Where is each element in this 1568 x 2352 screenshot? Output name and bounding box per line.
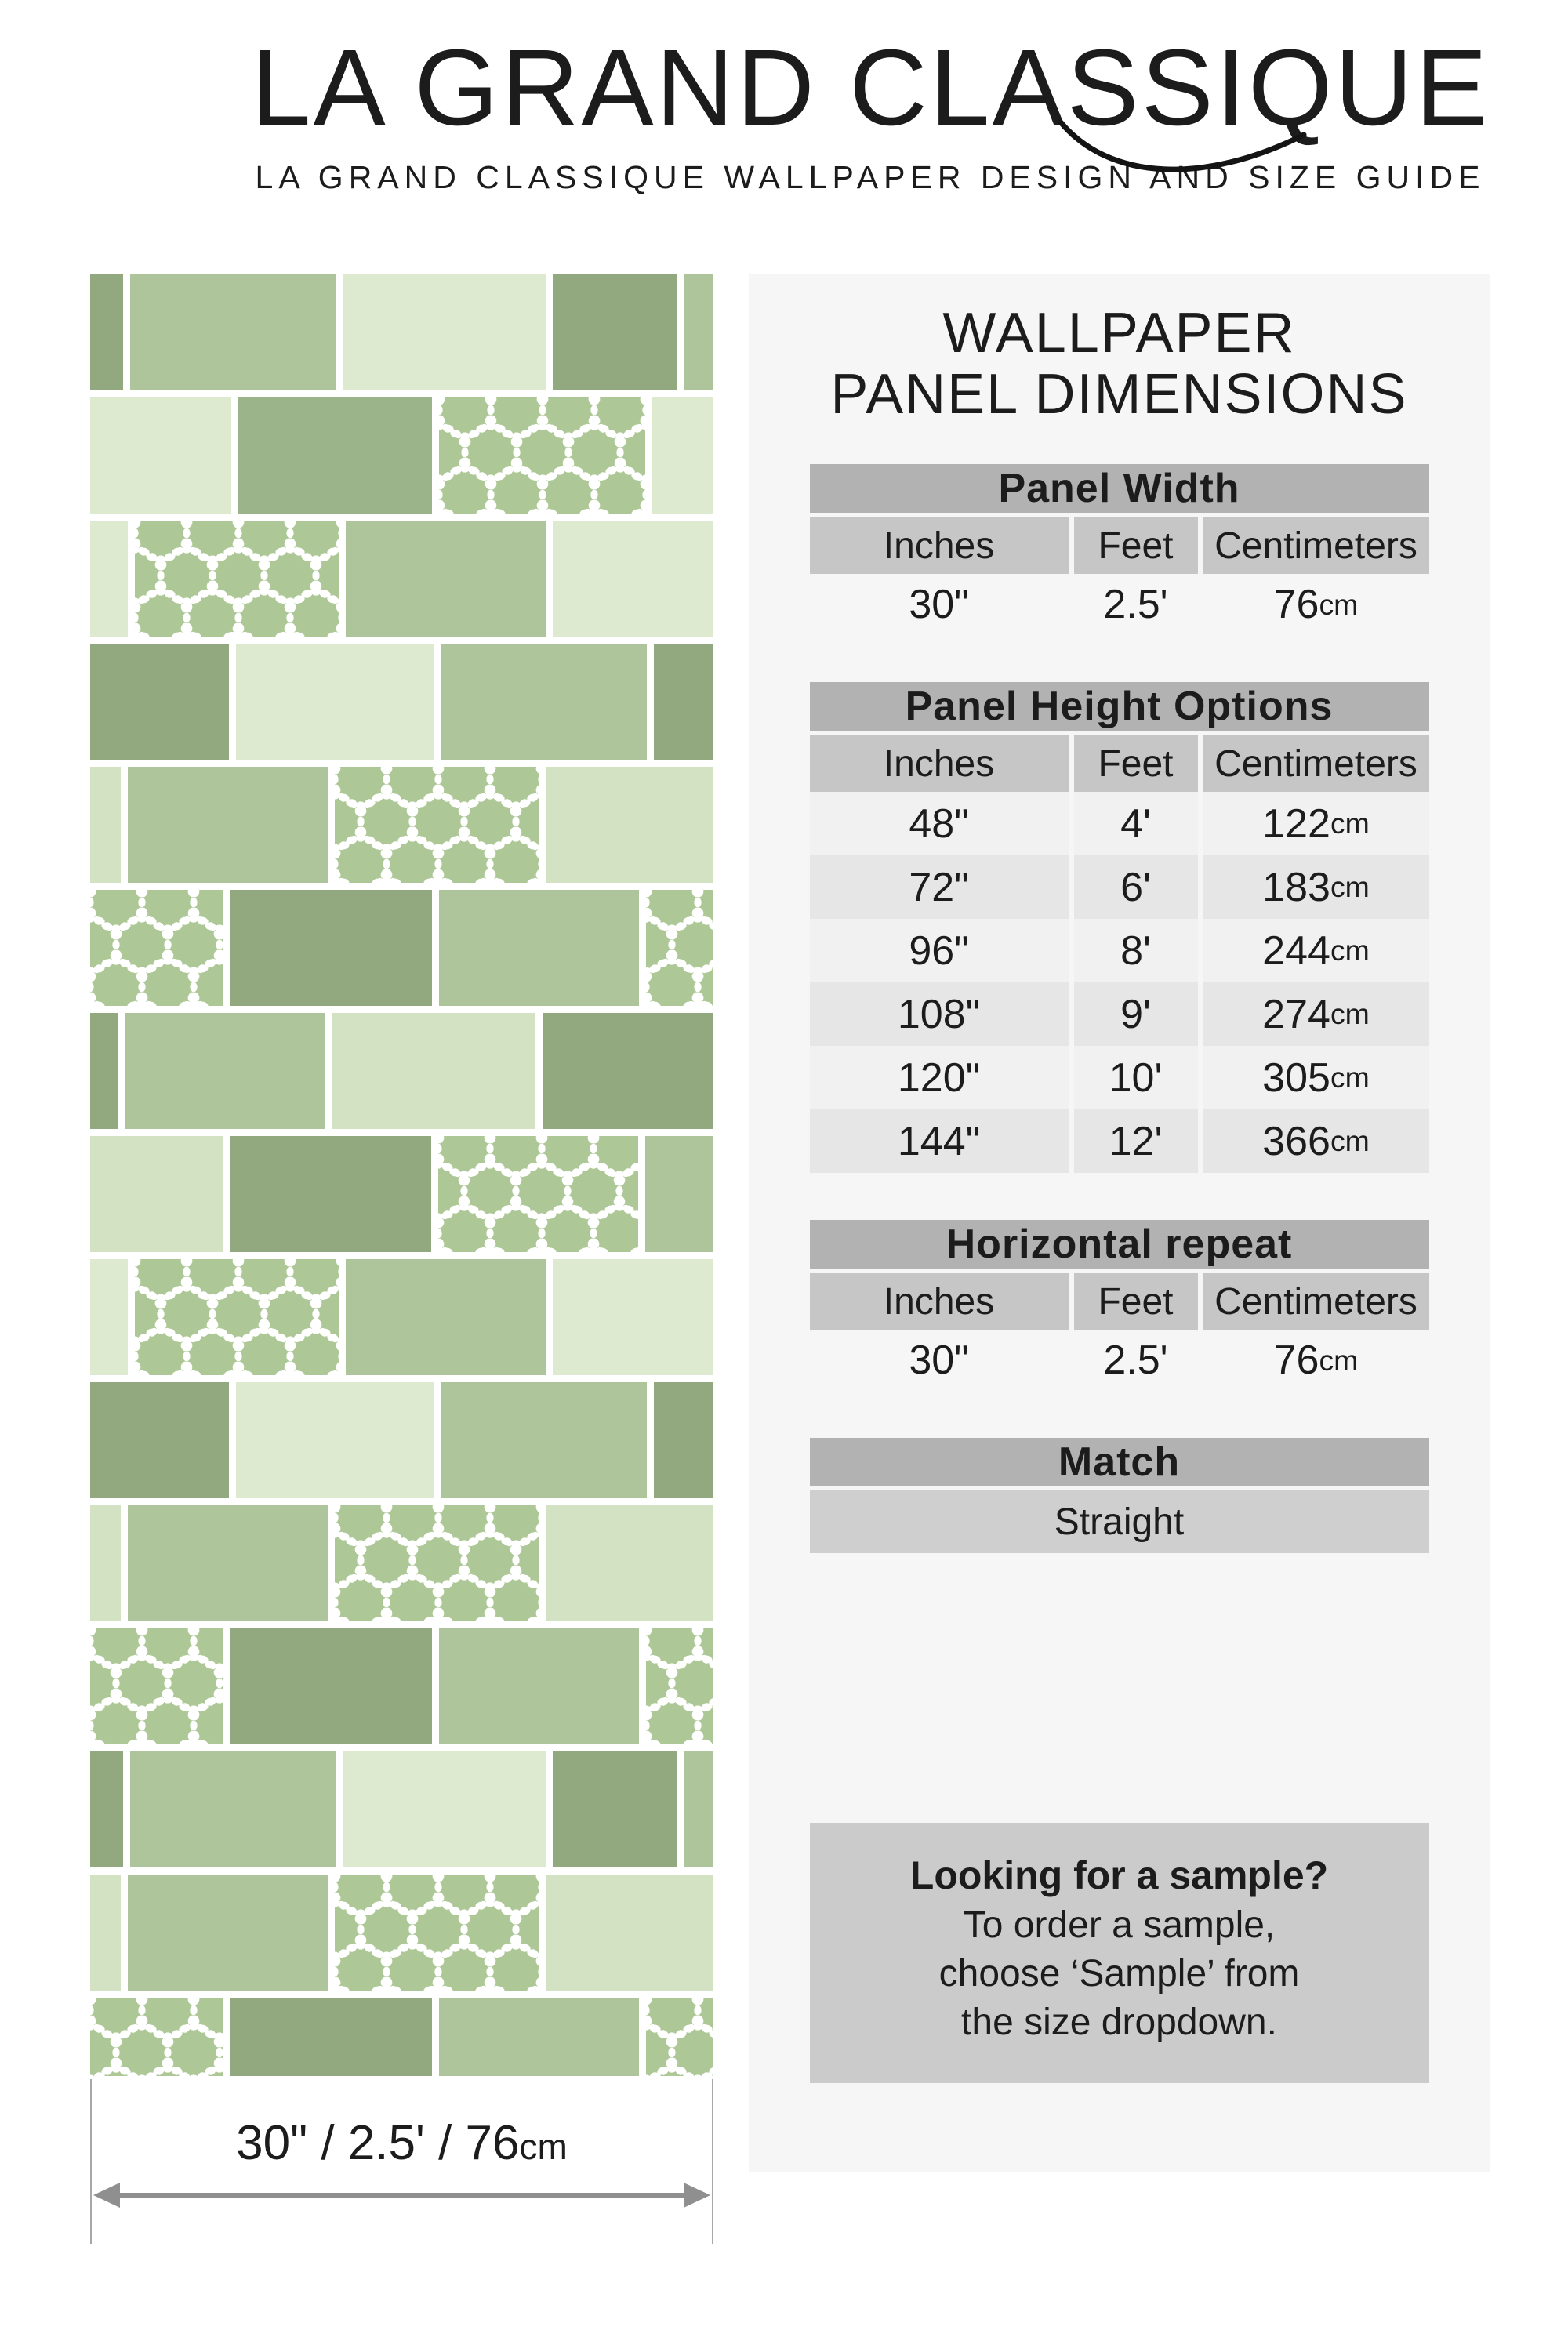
- table-cell: 6': [1074, 855, 1198, 919]
- wallpaper-tile: [546, 1505, 713, 1621]
- wallpaper-tile: [553, 521, 713, 637]
- match-value: Straight: [1054, 1501, 1185, 1543]
- table-row: [810, 574, 1429, 635]
- column-header-cell: Inches: [810, 735, 1069, 792]
- wallpaper-tile: [90, 1013, 118, 1129]
- wallpaper-row: [90, 1013, 713, 1129]
- table-cell: 12': [1074, 1109, 1198, 1173]
- panel-width-label-unit: cm: [519, 2126, 568, 2167]
- wallpaper-tile: [90, 1259, 128, 1375]
- table-column-headers: [810, 735, 1429, 792]
- wallpaper-tile-dotted: [135, 1259, 339, 1375]
- table-cell: 30": [909, 582, 969, 627]
- sample-box-line: To order a sample,: [963, 1904, 1276, 1946]
- table-panel-width: [810, 464, 1429, 635]
- wallpaper-tile: [90, 521, 128, 637]
- panel-width-label: [90, 2115, 713, 2171]
- dimensions-panel: [749, 274, 1490, 2172]
- wallpaper-tile-dotted: [646, 1998, 713, 2076]
- wallpaper-tile: [90, 1751, 123, 1867]
- table-cell: 76 cm: [1273, 582, 1359, 627]
- wallpaper-row: [90, 890, 713, 1006]
- wallpaper-tile: [684, 274, 713, 390]
- table-horizontal-repeat: [810, 1220, 1429, 1391]
- column-header-cell: Centimeters: [1203, 735, 1429, 792]
- wallpaper-tile: [645, 1136, 713, 1252]
- match-section-title: Match: [1058, 1439, 1181, 1485]
- table-cell: 144": [810, 1109, 1069, 1173]
- wallpaper-tile: [90, 274, 123, 390]
- brand-title: LA GRAND CLASSIQUE: [250, 27, 1490, 148]
- wallpaper-row: [90, 767, 713, 883]
- table-cell: 2.5': [1103, 1338, 1168, 1383]
- wallpaper-row: [90, 1998, 713, 2076]
- wallpaper-tile: [128, 1505, 328, 1621]
- wallpaper-tile: [128, 767, 328, 883]
- column-header-cell: Feet: [1074, 735, 1198, 792]
- wallpaper-tile: [230, 1628, 432, 1744]
- match-section-header: [810, 1438, 1429, 1486]
- column-header-cell: Inches: [810, 517, 1069, 574]
- wallpaper-tile: [546, 767, 713, 883]
- wallpaper-preview-panel: [90, 274, 713, 2242]
- wallpaper-tile: [90, 1136, 223, 1252]
- panel-width-label-text: 30" / 2.5' / 76: [236, 2116, 520, 2170]
- table-cell: 4': [1074, 792, 1198, 855]
- wallpaper-tile: [230, 890, 432, 1006]
- sample-box-title: Looking for a sample?: [909, 1853, 1329, 1897]
- wallpaper-tile-dotted: [438, 1136, 638, 1252]
- table-column-headers: [810, 1273, 1429, 1330]
- wallpaper-tile: [343, 1751, 546, 1867]
- table-section-header: Horizontal repeat: [810, 1220, 1429, 1269]
- wallpaper-tile: [125, 1013, 325, 1129]
- table-cell: 76 cm: [1273, 1338, 1359, 1383]
- wallpaper-tile: [441, 644, 647, 760]
- wallpaper-tile: [90, 397, 231, 514]
- table-row: [810, 1330, 1429, 1391]
- wallpaper-tile: [130, 1751, 336, 1867]
- table-section-header: Panel Width: [810, 464, 1429, 513]
- table-row: [810, 919, 1429, 982]
- wallpaper-tile: [439, 890, 639, 1006]
- table-cell: 366 cm: [1203, 1109, 1429, 1173]
- table-cell: 30": [909, 1338, 969, 1383]
- wallpaper-tile-dotted: [90, 1628, 223, 1744]
- table-cell: 48": [810, 792, 1069, 855]
- wallpaper-row: [90, 1382, 713, 1498]
- width-arrow-icon: [92, 2178, 712, 2212]
- table-cell: 122 cm: [1203, 792, 1429, 855]
- table-cell: 10': [1074, 1046, 1198, 1109]
- wallpaper-row: [90, 1628, 713, 1744]
- column-header-cell: Centimeters: [1203, 517, 1429, 574]
- wallpaper-tile: [553, 1259, 713, 1375]
- wallpaper-tile: [441, 1382, 647, 1498]
- panel-heading-line2: PANEL DIMENSIONS: [830, 363, 1408, 426]
- panel-heading: [810, 274, 1429, 425]
- table-section-header: Panel Height Options: [810, 682, 1429, 731]
- sample-box-line: choose ‘Sample’ from: [938, 1953, 1300, 1994]
- wallpaper-tile: [90, 644, 229, 760]
- column-header-cell: Inches: [810, 1273, 1069, 1330]
- wallpaper-row: [90, 521, 713, 637]
- wallpaper-tile: [332, 1013, 535, 1129]
- wallpaper-tile-dotted: [135, 521, 339, 637]
- wallpaper-row: [90, 1875, 713, 1991]
- table-row: [810, 792, 1429, 855]
- wallpaper-row: [90, 1751, 713, 1867]
- wallpaper-row: [90, 644, 713, 760]
- table-cell: 183 cm: [1203, 855, 1429, 919]
- wallpaper-tile: [546, 1875, 713, 1991]
- sample-box-line: the size dropdown.: [961, 2002, 1277, 2043]
- wallpaper-tile: [128, 1875, 328, 1991]
- match-value-row: [810, 1490, 1429, 1553]
- wallpaper-tile-dotted: [646, 1628, 713, 1744]
- header: [172, 27, 1568, 196]
- table-cell: 72": [810, 855, 1069, 919]
- dimension-tables: [810, 464, 1429, 1391]
- sample-info-box: [810, 1823, 1429, 2083]
- wallpaper-tile: [90, 1505, 121, 1621]
- wallpaper-tile: [553, 274, 677, 390]
- wallpaper-tile: [230, 1998, 432, 2076]
- title-swash-flourish: [1054, 116, 1313, 191]
- wallpaper-tile: [90, 767, 121, 883]
- wallpaper-tile: [230, 1136, 431, 1252]
- table-row: [810, 1109, 1429, 1173]
- wallpaper-tile: [652, 397, 713, 514]
- wallpaper-tile: [130, 274, 336, 390]
- wallpaper-row: [90, 1259, 713, 1375]
- table-cell: 96": [810, 919, 1069, 982]
- table-cell: 8': [1074, 919, 1198, 982]
- wallpaper-tile-dotted: [335, 1875, 539, 1991]
- wallpaper-tile: [543, 1013, 713, 1129]
- table-cell: 244 cm: [1203, 919, 1429, 982]
- wallpaper-tile: [238, 397, 432, 514]
- wallpaper-row: [90, 1505, 713, 1621]
- wallpaper-tile: [90, 1875, 121, 1991]
- wallpaper-pattern: [90, 274, 713, 2078]
- wallpaper-tile-dotted: [90, 890, 223, 1006]
- wallpaper-tile-dotted: [90, 1998, 223, 2076]
- wallpaper-tile: [654, 1382, 713, 1498]
- table-row: [810, 855, 1429, 919]
- panel-heading-line1: WALLPAPER: [942, 302, 1296, 365]
- table-panel-height-options: [810, 682, 1429, 1173]
- wallpaper-tile: [343, 274, 546, 390]
- wallpaper-tile: [90, 1382, 229, 1498]
- column-header-cell: Feet: [1074, 517, 1198, 574]
- table-cell: 274 cm: [1203, 982, 1429, 1046]
- wallpaper-tile-dotted: [335, 1505, 539, 1621]
- column-header-cell: Centimeters: [1203, 1273, 1429, 1330]
- wallpaper-tile: [236, 644, 434, 760]
- wallpaper-tile-dotted: [646, 890, 713, 1006]
- wallpaper-tile: [439, 1628, 639, 1744]
- wallpaper-tile: [684, 1751, 713, 1867]
- wallpaper-tile: [346, 1259, 546, 1375]
- brand-subtitle: LA GRAND CLASSIQUE WALLPAPER DESIGN AND SIZE GUIDE: [255, 158, 1486, 195]
- table-cell: 108": [810, 982, 1069, 1046]
- wallpaper-row: [90, 1136, 713, 1252]
- wallpaper-tile: [439, 1998, 639, 2076]
- wallpaper-tile: [346, 521, 546, 637]
- table-column-headers: [810, 517, 1429, 574]
- table-cell: 305 cm: [1203, 1046, 1429, 1109]
- table-cell: 120": [810, 1046, 1069, 1109]
- table-cell: 9': [1074, 982, 1198, 1046]
- wallpaper-tile-dotted: [439, 397, 645, 514]
- wallpaper-tile: [654, 644, 713, 760]
- column-header-cell: Feet: [1074, 1273, 1198, 1330]
- wallpaper-row: [90, 397, 713, 514]
- wallpaper-tile: [553, 1751, 677, 1867]
- table-row: [810, 982, 1429, 1046]
- wallpaper-tile: [236, 1382, 434, 1498]
- table-cell: 2.5': [1103, 582, 1168, 627]
- wallpaper-tile-dotted: [335, 767, 539, 883]
- table-row: [810, 1046, 1429, 1109]
- wallpaper-row: [90, 274, 713, 390]
